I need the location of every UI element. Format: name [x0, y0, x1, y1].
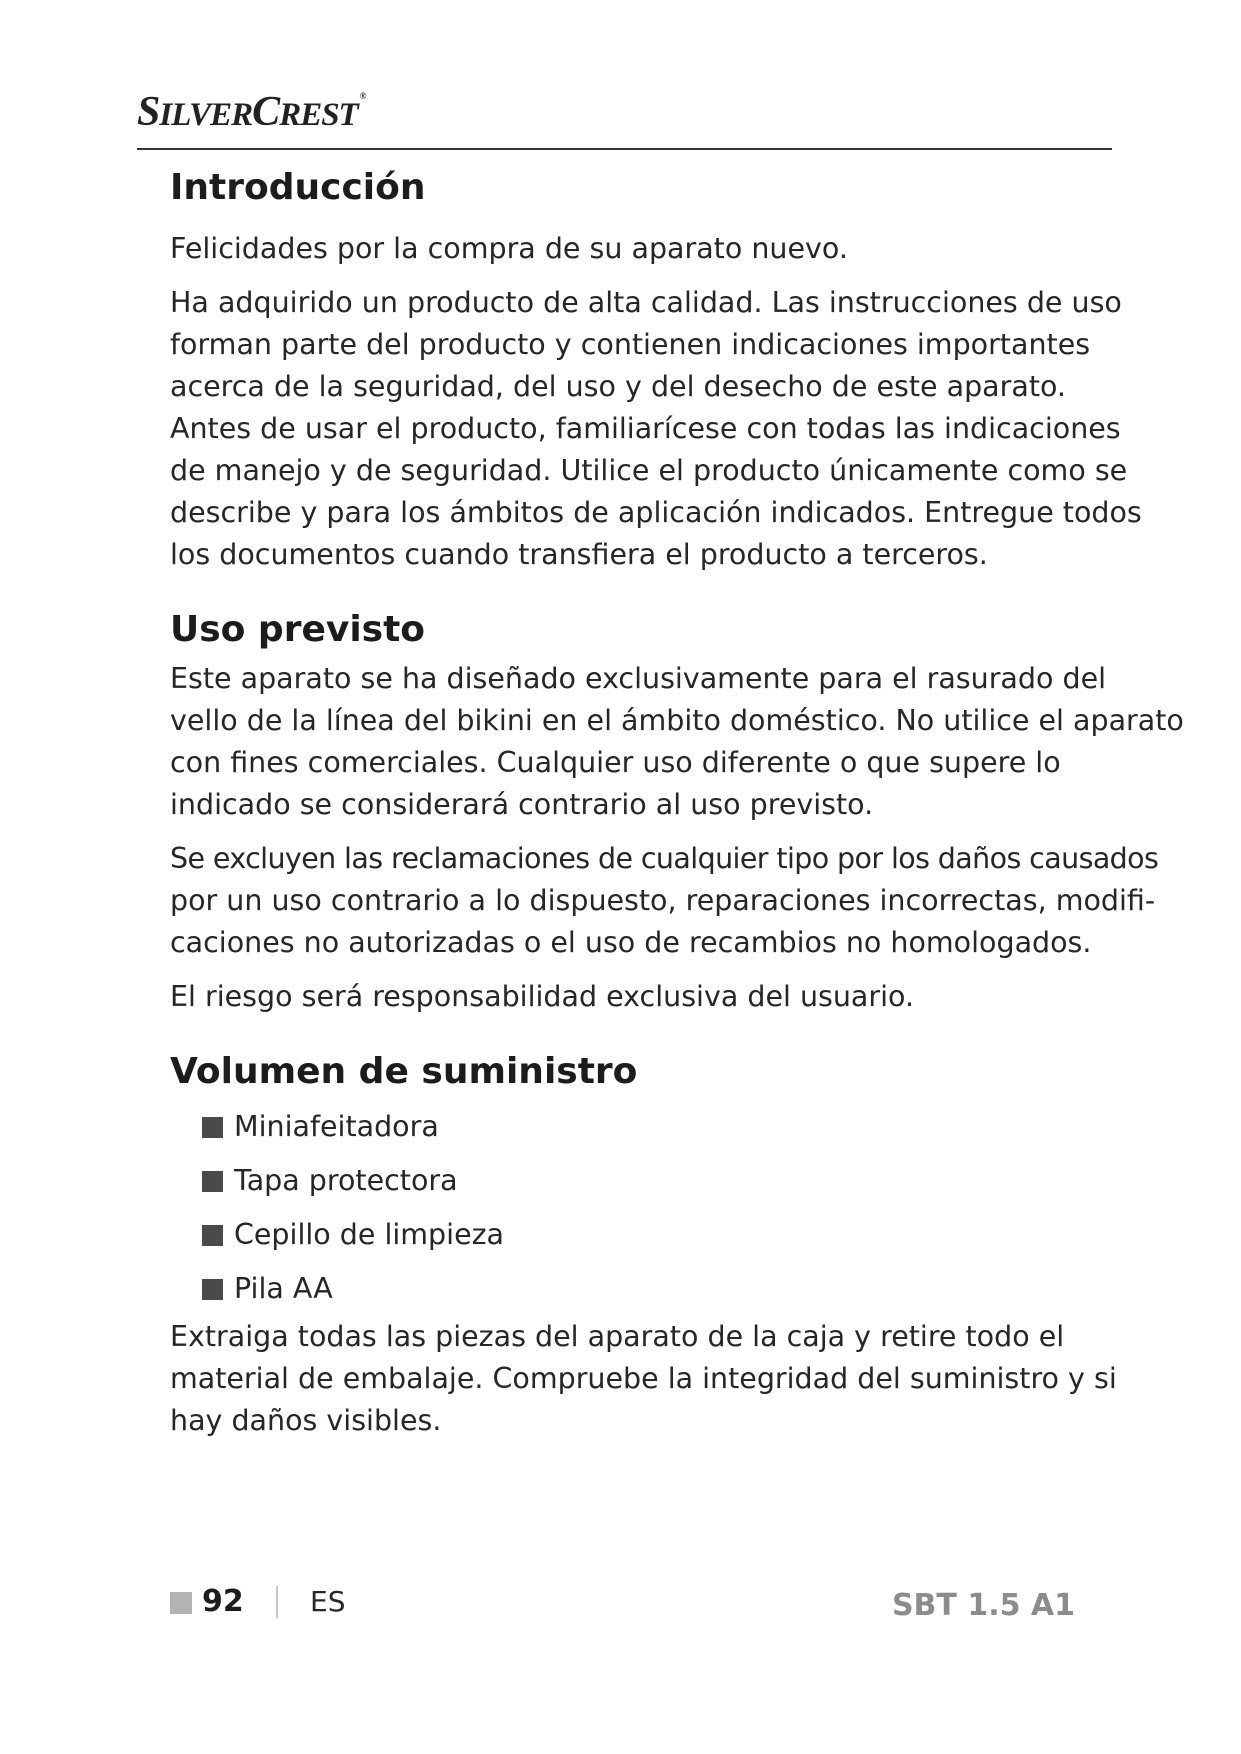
text-line: Felicidades por la compra de su aparato nuevo.: [170, 232, 848, 265]
intro-paragraph-1: [170, 228, 1090, 270]
text-line: material de embalaje. Compruebe la integridad del suministro y si: [170, 1362, 1117, 1395]
page-content: [170, 160, 1184, 1442]
square-bullet-icon: [202, 1117, 223, 1138]
section-title-supply: Volumen de suministro: [170, 1051, 638, 1092]
list-item: Cepillo de limpieza: [202, 1208, 1090, 1262]
text-line: Antes de usar el producto, familiarícese con todas las indicaciones: [170, 412, 1121, 445]
text-line: hay daños visibles.: [170, 1404, 442, 1437]
list-item: Miniafeitadora: [202, 1100, 1090, 1154]
page-footer: [170, 1580, 1075, 1624]
text-line: con fines comerciales. Cualquier uso diferente o que supere lo: [170, 746, 1061, 779]
page-marker-icon: [170, 1592, 192, 1614]
text-line: El riesgo será responsabilidad exclusiva del usuario.: [170, 980, 915, 1013]
text-line: caciones no autorizadas o el uso de recambios no homologados.: [170, 926, 1092, 959]
language-code: ES: [310, 1585, 346, 1618]
intro-paragraph-2: [170, 282, 1142, 576]
list-item: Pila AA: [202, 1262, 1090, 1316]
text-line: Se excluyen las reclamaciones de cualquier tipo por los daños causados: [170, 842, 1159, 875]
text-line: por un uso contrario a lo dispuesto, reparaciones incorrectas, modifi-: [170, 884, 1156, 917]
list-item: Tapa protectora: [202, 1154, 1090, 1208]
text-line: Ha adquirido un producto de alta calidad. Las instrucciones de uso: [170, 286, 1122, 319]
silvercrest-logo: SILVERCREST®: [137, 89, 366, 135]
intended-use-paragraph-1: [170, 658, 1184, 826]
section-title-intro: Introducción: [170, 167, 426, 208]
text-line: vello de la línea del bikini en el ámbito doméstico. No utilice el aparato: [170, 704, 1184, 737]
page-number: 92: [202, 1584, 244, 1619]
text-line: de manejo y de seguridad. Utilice el producto únicamente como se: [170, 454, 1128, 487]
text-line: Este aparato se ha diseñado exclusivamente para el rasurado del: [170, 662, 1107, 695]
intended-use-paragraph-3: [170, 976, 1090, 1018]
header-rule: [137, 148, 1112, 150]
intended-use-paragraph-2: [170, 838, 1159, 964]
model-number: SBT 1.5 A1: [891, 1588, 1075, 1623]
text-line: forman parte del producto y contienen indicaciones importantes: [170, 328, 1091, 361]
text-line: Extraiga todas las piezas del aparato de la caja y retire todo el: [170, 1320, 1065, 1353]
supply-list: [170, 1100, 1090, 1316]
text-line: describe y para los ámbitos de aplicación indicados. Entregue todos: [170, 496, 1142, 529]
footer-divider: [276, 1586, 278, 1618]
square-bullet-icon: [202, 1279, 223, 1300]
square-bullet-icon: [202, 1225, 223, 1246]
text-line: acerca de la seguridad, del uso y del desecho de este aparato.: [170, 370, 1066, 403]
square-bullet-icon: [202, 1171, 223, 1192]
text-line: indicado se considerará contrario al uso previsto.: [170, 788, 874, 821]
section-title-intended-use: Uso previsto: [170, 609, 426, 650]
text-line: los documentos cuando transfiera el producto a terceros.: [170, 538, 988, 571]
supply-paragraph: [170, 1316, 1117, 1442]
